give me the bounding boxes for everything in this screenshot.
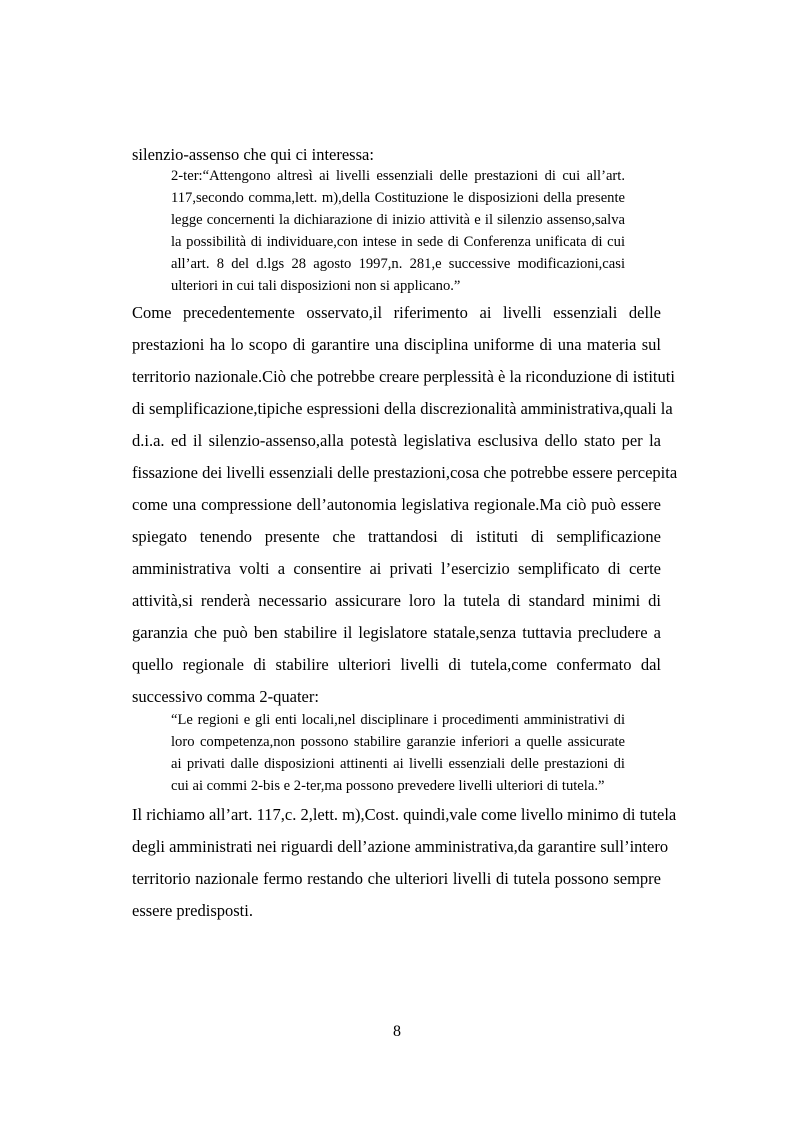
paragraph-line: fissazione dei livelli essenziali delle prestazioni,cosa che potrebbe essere percepita (132, 463, 678, 482)
paragraph-line: territorio nazionale.Ciò che potrebbe creare perplessità è la riconduzione di istituti (132, 367, 675, 386)
quote-line: loro competenza,non possono stabilire garanzie inferiori a quelle assicurate (171, 734, 625, 750)
paragraph-line: Il richiamo all’art. 117,c. 2,lett. m),Cost. quindi,vale come livello minimo di tutela (132, 805, 677, 824)
paragraph-line: essere predisposti. (132, 901, 253, 920)
paragraph-line: amministrativa volti a consentire ai privati l’esercizio semplificato di certe (132, 559, 661, 578)
quote-line: ai privati dalle disposizioni attinenti ai livelli essenziali delle prestazioni di (171, 756, 625, 772)
paragraph-line: spiegato tenendo presente che trattandosi di istituti di semplificazione (132, 527, 661, 546)
quote-line: 117,secondo comma,lett. m),della Costituzione le disposizioni della presente (171, 190, 625, 206)
quote-line: legge concernenti la dichiarazione di inizio attività e il silenzio assenso,salva (171, 212, 625, 228)
paragraph-line: degli amministrati nei riguardi dell’azione amministrativa,da garantire sull’intero (132, 837, 669, 856)
paragraph-line: attività,si renderà necessario assicurare loro la tutela di standard minimi di (132, 591, 661, 610)
quote-line: all’art. 8 del d.lgs 28 agosto 1997,n. 281,e successive modificazioni,casi (171, 256, 625, 272)
paragraph-line: Come precedentemente osservato,il riferimento ai livelli essenziali delle (132, 303, 661, 322)
page-number: 8 (393, 1023, 401, 1040)
paragraph-line: garanzia che può ben stabilire il legislatore statale,senza tuttavia precludere a (132, 623, 661, 642)
paragraph-line: successivo comma 2-quater: (132, 687, 319, 706)
quote-line: 2-ter:“Attengono altresì ai livelli essenziali delle prestazioni di cui all’art. (171, 168, 625, 184)
paragraph-line: d.i.a. ed il silenzio-assenso,alla potestà legislativa esclusiva dello stato per la (132, 431, 661, 450)
paragraph-line: di semplificazione,tipiche espressioni della discrezionalità amministrativa,quali la (132, 399, 673, 418)
quote-line: ulteriori in cui tali disposizioni non si applicano.” (171, 278, 461, 294)
quote-line: cui ai commi 2-bis e 2-ter,ma possono prevedere livelli ulteriori di tutela.” (171, 778, 605, 794)
quote-line: “Le regioni e gli enti locali,nel disciplinare i procedimenti amministrativi di (171, 712, 625, 728)
paragraph-line: prestazioni ha lo scopo di garantire una disciplina uniforme di una materia sul (132, 335, 661, 354)
quote-line: la possibilità di individuare,con intese in sede di Conferenza unificata di cui (171, 234, 625, 250)
paragraph-line: territorio nazionale fermo restando che ulteriori livelli di tutela possono sempre (132, 869, 661, 888)
paragraph-line: quello regionale di stabilire ulteriori livelli di tutela,come confermato dal (132, 655, 661, 674)
intro-line: silenzio-assenso che qui ci interessa: (132, 145, 374, 164)
paragraph-line: come una compressione dell’autonomia legislativa regionale.Ma ciò può essere (132, 495, 661, 514)
